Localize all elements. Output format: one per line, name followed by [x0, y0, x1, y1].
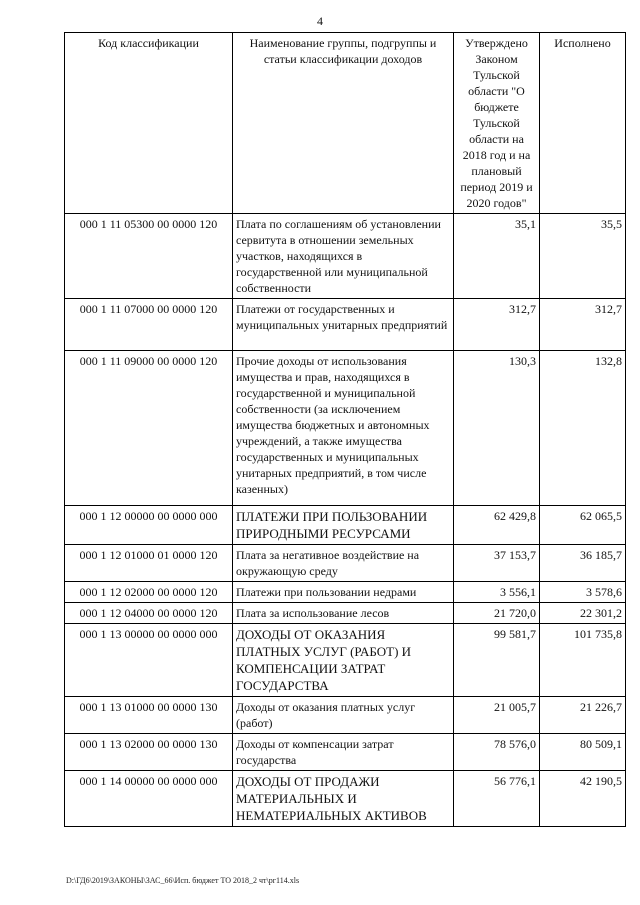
row-name: ДОХОДЫ ОТ ПРОДАЖИ МАТЕРИАЛЬНЫХ И НЕМАТЕРИАЛЬНЫХ АКТИВОВ — [233, 771, 454, 827]
table-row — [65, 506, 626, 545]
table-row — [65, 214, 626, 299]
row-name: ДОХОДЫ ОТ ОКАЗАНИЯ ПЛАТНЫХ УСЛУГ (РАБОТ) И КОМПЕНСАЦИИ ЗАТРАТ ГОСУДАРСТВА — [233, 624, 454, 697]
row-name: Платежи при пользовании недрами — [233, 582, 454, 603]
row-name: Плата по соглашениям об установлении сервитута в отношении земельных участков, находящихся в государственной или муниципальной собственности — [233, 214, 454, 299]
row-name: Доходы от оказания платных услуг (работ) — [233, 697, 454, 734]
row-executed: 42 190,5 — [540, 771, 626, 827]
row-code: 000 1 14 00000 00 0000 000 — [65, 771, 233, 827]
row-code: 000 1 11 07000 00 0000 120 — [65, 299, 233, 351]
table-row — [65, 351, 626, 506]
row-approved: 99 581,7 — [454, 624, 540, 697]
budget-table — [64, 32, 626, 827]
table-row — [65, 771, 626, 827]
row-name: Платежи от государственных и муниципальных унитарных предприятий — [233, 299, 454, 351]
page-number: 4 — [317, 14, 323, 28]
row-approved: 56 776,1 — [454, 771, 540, 827]
row-executed: 62 065,5 — [540, 506, 626, 545]
row-code: 000 1 12 01000 01 0000 120 — [65, 545, 233, 582]
header-name: Наименование группы, подгруппы и статьи классификации доходов — [233, 33, 454, 214]
row-approved: 21 720,0 — [454, 603, 540, 624]
row-name: Прочие доходы от использования имущества и прав, находящихся в государственной и муниципальной собственности (за исключением имущества бюджетных и автономных учреждений, а также имущества государственных и муниципальных унитарных предприятий, в том числе казенных) — [233, 351, 454, 506]
row-name: Плата за негативное воздействие на окружающую среду — [233, 545, 454, 582]
table-row — [65, 697, 626, 734]
row-executed: 21 226,7 — [540, 697, 626, 734]
table-row — [65, 582, 626, 603]
header-code: Код классификации — [65, 33, 233, 214]
header-executed: Исполнено — [540, 33, 626, 214]
row-executed: 312,7 — [540, 299, 626, 351]
row-executed: 101 735,8 — [540, 624, 626, 697]
row-executed: 36 185,7 — [540, 545, 626, 582]
row-executed: 35,5 — [540, 214, 626, 299]
row-code: 000 1 13 00000 00 0000 000 — [65, 624, 233, 697]
row-code: 000 1 12 04000 00 0000 120 — [65, 603, 233, 624]
row-executed: 3 578,6 — [540, 582, 626, 603]
table-row — [65, 734, 626, 771]
table-row — [65, 545, 626, 582]
table-header-row — [65, 33, 626, 214]
row-approved: 37 153,7 — [454, 545, 540, 582]
table-row — [65, 624, 626, 697]
row-code: 000 1 11 05300 00 0000 120 — [65, 214, 233, 299]
row-approved: 78 576,0 — [454, 734, 540, 771]
row-code: 000 1 12 00000 00 0000 000 — [65, 506, 233, 545]
row-code: 000 1 12 02000 00 0000 120 — [65, 582, 233, 603]
row-executed: 132,8 — [540, 351, 626, 506]
row-name: Плата за использование лесов — [233, 603, 454, 624]
table-row — [65, 299, 626, 351]
row-approved: 35,1 — [454, 214, 540, 299]
row-approved: 21 005,7 — [454, 697, 540, 734]
row-name: ПЛАТЕЖИ ПРИ ПОЛЬЗОВАНИИ ПРИРОДНЫМИ РЕСУРСАМИ — [233, 506, 454, 545]
row-approved: 130,3 — [454, 351, 540, 506]
row-approved: 312,7 — [454, 299, 540, 351]
file-path-footer: D:\ГД6\2019\ЗАКОНЫ\ЗАС_66\Исп. бюджет ТО 2018_2 чт\рг114.xls — [66, 876, 300, 885]
row-name: Доходы от компенсации затрат государства — [233, 734, 454, 771]
row-approved: 3 556,1 — [454, 582, 540, 603]
row-executed: 22 301,2 — [540, 603, 626, 624]
header-approved: Утверждено Законом Тульской области "О бюджете Тульской области на 2018 год и на плановый период 2019 и 2020 годов" — [454, 33, 540, 214]
row-code: 000 1 13 02000 00 0000 130 — [65, 734, 233, 771]
row-code: 000 1 11 09000 00 0000 120 — [65, 351, 233, 506]
row-executed: 80 509,1 — [540, 734, 626, 771]
row-code: 000 1 13 01000 00 0000 130 — [65, 697, 233, 734]
row-approved: 62 429,8 — [454, 506, 540, 545]
table-row — [65, 603, 626, 624]
